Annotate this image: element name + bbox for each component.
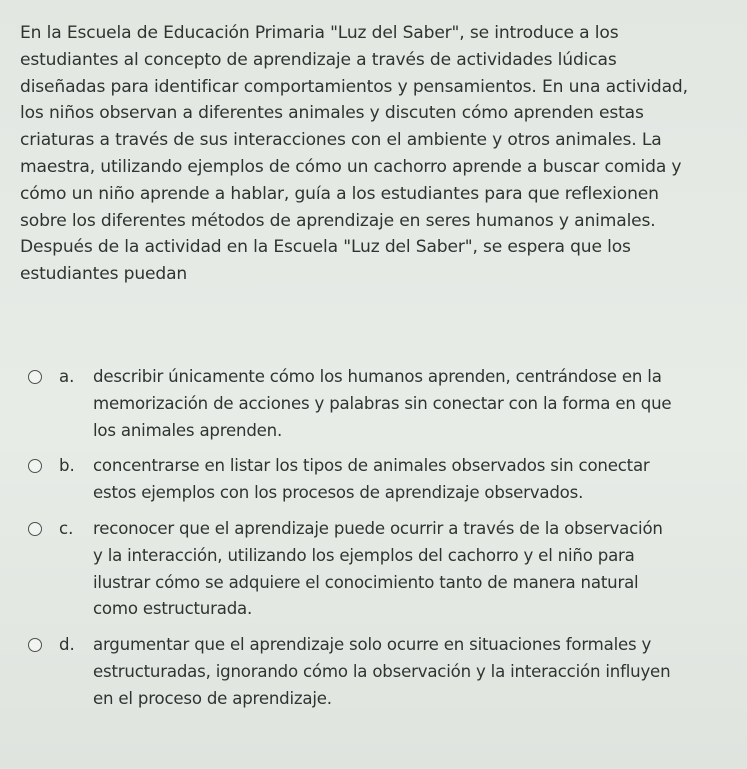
radio-button-c[interactable] [28,522,42,536]
option-text-a: describir únicamente cómo los humanos aprenden, centrándose en la memorización de acciones y palabras sin conectar con la forma en que los animales aprenden. [93,367,672,440]
option-letter-d: d. [59,635,75,655]
option-c[interactable] [28,516,728,623]
option-letter-b: b. [59,456,75,476]
answer-options [28,364,728,722]
radio-button-a[interactable] [28,370,42,384]
option-text-d: argumentar que el aprendizaje solo ocurre en situaciones formales y estructuradas, ignorando cómo la observación y la interacción influyen en el proceso de aprendizaje. [93,635,671,708]
question-text: En la Escuela de Educación Primaria "Luz del Saber", se introduce a los estudiantes al concepto de aprendizaje a través de actividades lúdicas diseñadas para identificar comportamientos y pensamientos. En una actividad, los niños observan a diferentes animales y discuten cómo aprenden estas criaturas a través de sus interacciones con el ambiente y otros animales. La maestra, utilizando ejemplos de cómo un cachorro aprende a buscar comida y cómo un niño aprende a hablar, guía a los estudiantes para que reflexionen sobre los diferentes métodos de aprendizaje en seres humanos y animales. Después de la actividad en la Escuela "Luz del Saber", se espera que los estudiantes puedan [20,23,688,285]
option-d[interactable] [28,632,728,712]
radio-button-b[interactable] [28,459,42,473]
option-a[interactable] [28,364,728,444]
option-letter-c: c. [59,518,74,538]
option-text-c: reconocer que el aprendizaje puede ocurrir a través de la observación y la interacción, utilizando los ejemplos del cachorro y el niño para ilustrar cómo se adquiere el conocimiento tanto de manera natural como estructurada. [93,518,663,619]
option-text-b: concentrarse en listar los tipos de animales observados sin conectar estos ejemplos con los procesos de aprendizaje observados. [93,456,650,503]
option-b[interactable] [28,453,728,507]
radio-button-d[interactable] [28,638,42,652]
option-letter-a: a. [59,367,75,386]
